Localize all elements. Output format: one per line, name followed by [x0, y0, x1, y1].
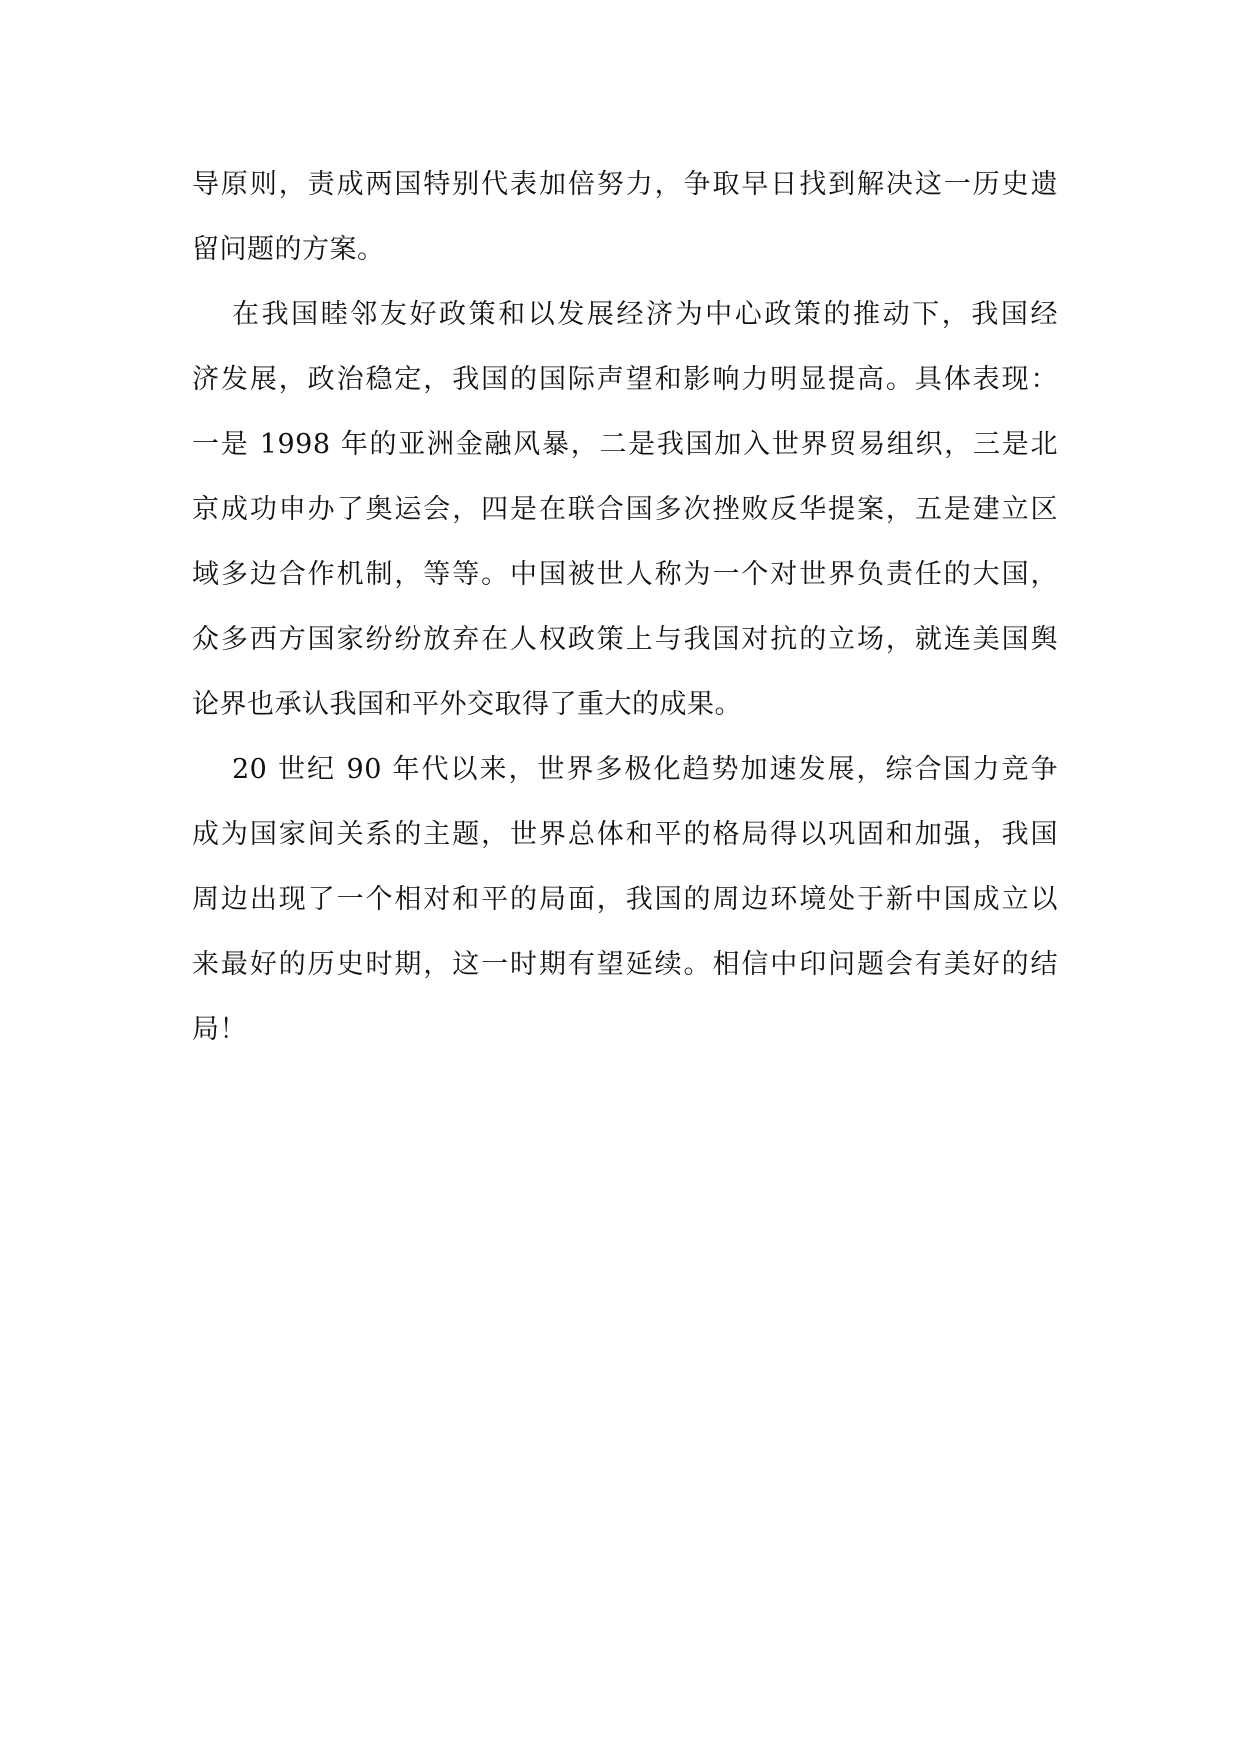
paragraph-2: [192, 282, 1058, 737]
text-line: 周边出现了一个相对和平的局面，我国的周边环境处于新中国成立以: [192, 884, 1058, 915]
text-line: 留问题的方案。: [192, 234, 385, 265]
text-line: 众多西方国家纷纷放弃在人权政策上与我国对抗的立场，就连美国舆: [192, 624, 1058, 655]
text-line: 域多边合作机制，等等。中国被世人称为一个对世界负责任的大国，: [192, 559, 1058, 590]
text-line: 论界也承认我国和平外交取得了重大的成果。: [192, 689, 742, 720]
text-line: 来最好的历史时期，这一时期有望延续。相信中印问题会有美好的结: [192, 949, 1058, 980]
body-text: [192, 152, 1058, 1062]
text-line: 京成功申办了奥运会，四是在联合国多次挫败反华提案，五是建立区: [192, 494, 1058, 525]
text-line: 一是 1998 年的亚洲金融风暴，二是我国加入世界贸易组织，三是北: [192, 429, 1058, 460]
text-line: 济发展，政治稳定，我国的国际声望和影响力明显提高。具体表现：: [192, 364, 1058, 395]
paragraph-1: [192, 152, 1058, 282]
text-line: 20 世纪 90 年代以来，世界多极化趋势加速发展，综合国力竞争: [232, 754, 1058, 785]
text-line: 成为国家间关系的主题，世界总体和平的格局得以巩固和加强，我国: [192, 819, 1058, 850]
text-line: 导原则，责成两国特别代表加倍努力，争取早日找到解决这一历史遗: [192, 169, 1058, 200]
text-line: 在我国睦邻友好政策和以发展经济为中心政策的推动下，我国经: [232, 299, 1058, 330]
paragraph-3: [192, 737, 1058, 1062]
text-line: 局！: [192, 1014, 247, 1045]
